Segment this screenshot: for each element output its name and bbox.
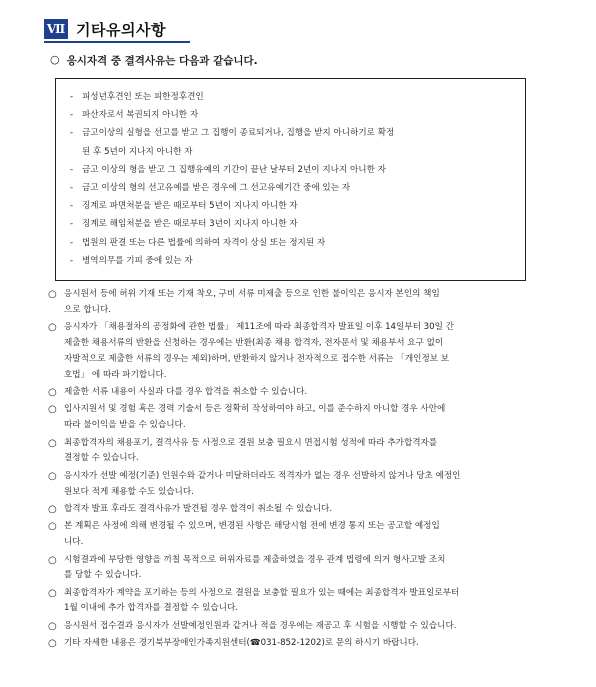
section-header (44, 18, 166, 40)
note-text-line: 1월 이내에 추가 합격자를 결정할 수 있습니다. (64, 603, 239, 614)
note-item (48, 619, 538, 635)
circle-bullet-icon: ○ (48, 638, 57, 650)
note-text (64, 502, 538, 518)
note-item (48, 553, 538, 585)
section-header-underline (44, 41, 190, 43)
note-text-line: 따라 불이익을 받을 수 있습니다. (64, 420, 186, 431)
circle-bullet-icon: ○ (48, 620, 57, 632)
note-text-line: 원보다 적게 채용할 수도 있습니다. (64, 486, 194, 497)
dash-marker: - (70, 182, 74, 193)
note-text-line: 기타 자세한 내용은 경기북부장애인가족지원센터(☎031-852-1202)로 문의 하시기 바랍니다. (64, 638, 419, 649)
dash-marker: - (70, 237, 74, 248)
dash-marker: - (70, 255, 74, 266)
disqualification-item-text: 피성년후견인 또는 피한정후견인 (82, 92, 204, 102)
note-item (48, 469, 538, 501)
note-text-line: 호법」 에 따라 파기합니다. (64, 369, 167, 380)
note-item (48, 586, 538, 618)
note-item (48, 287, 538, 319)
disqualification-lead-text: 응시자격 중 결격사유는 다음과 같습니다. (66, 55, 258, 67)
note-item (48, 402, 538, 434)
note-text-line: 자발적으로 제출한 서류의 경우는 제외)하며, 반환하지 않거나 전자적으로 접수한 서류는 「개인정보 보 (64, 353, 450, 364)
disqualification-item (70, 161, 525, 179)
circle-bullet-icon: ○ (48, 521, 57, 533)
circle-bullet-icon: ○ (48, 289, 57, 300)
disqualification-item-text: 징계로 파면처분을 받은 때로부터 5년이 지나지 아니한 자 (82, 201, 298, 212)
circle-bullet-icon: ○ (48, 322, 57, 334)
note-text (64, 320, 538, 383)
note-text-line: 를 당할 수 있습니다. (64, 570, 142, 581)
note-item (48, 502, 538, 518)
disqualification-item-text: 금고 이상의 형의 선고유예를 받은 경우에 그 선고유예기간 중에 있는 자 (82, 182, 351, 193)
disqualification-item-text: 금고 이상의 형을 받고 그 집행유예의 기간이 끝난 날부터 2년이 지나지 아니한 자 (82, 164, 386, 175)
circle-bullet-icon: ○ (48, 503, 57, 515)
disqualification-item-text: 된 후 5년이 지나지 아니한 자 (82, 146, 193, 157)
dash-marker: - (70, 164, 74, 175)
section-title: 기타유의사항 (76, 20, 166, 39)
note-text-line: 본 계획은 사정에 의해 변경될 수 있으며, 변경된 사항은 해당시험 전에 변경 통지 또는 공고할 예정입 (64, 521, 440, 532)
dash-marker: - (70, 92, 74, 102)
disqualification-item (70, 106, 525, 124)
note-text (64, 586, 538, 618)
disqualification-item-text: 법원의 판결 또는 다른 법률에 의하여 자격이 상실 또는 정지된 자 (82, 237, 326, 248)
note-text (64, 619, 538, 635)
dash-marker: - (70, 201, 74, 212)
note-text-line: 응시자가 선발 예정(기준) 인원수와 같거나 미달하더라도 적격자가 없는 경우 선발하지 않거나 당초 예정인 (64, 470, 461, 481)
note-text (64, 287, 538, 319)
disqualification-item (70, 179, 525, 197)
disqualification-item (70, 234, 525, 252)
section-number-badge: Ⅶ (44, 19, 68, 39)
disqualification-item-text: 금고이상의 실형을 선고를 받고 그 집행이 종료되거나, 집행을 받지 아니하기로 확정 (82, 128, 395, 139)
dash-marker: - (70, 219, 74, 230)
note-text-line: 제출한 채용서류의 반환을 신청하는 경우에는 반환(최종 채용 합격자, 전자문서 및 채용부서 요구 없이 (64, 337, 444, 348)
note-item (48, 436, 538, 468)
note-text-line: 최종합격자의 채용포기, 결격사유 등 사정으로 결원 보충 필요시 면접시험 성적에 따라 추가합격자를 (64, 437, 438, 448)
circle-bullet-icon: ○ (50, 53, 60, 66)
circle-bullet-icon: ○ (48, 554, 57, 566)
note-item (48, 519, 538, 551)
notes-list (48, 287, 538, 654)
note-text-line: 합격자 발표 후라도 결격사유가 발견될 경우 합격이 취소될 수 있습니다. (64, 503, 333, 514)
note-text-line: 제출한 서류 내용이 사실과 다를 경우 합격을 취소할 수 있습니다. (64, 386, 308, 397)
note-text-line: 시험결과에 부당한 영향을 끼칠 목적으로 허위자료를 제출하였을 경우 관계 법령에 의거 형사고발 조치 (64, 554, 446, 565)
note-item (48, 320, 538, 383)
disqualification-lead (50, 53, 258, 68)
note-text (64, 519, 538, 551)
note-text-line: 응시원서 등에 허위 기재 또는 기재 착오, 구비 서류 미제출 등으로 인한 불이익은 응시자 본인의 책임 (64, 289, 440, 299)
dash-marker: - (70, 128, 74, 139)
disqualification-item (70, 143, 525, 161)
note-text (64, 469, 538, 501)
note-text (64, 636, 538, 652)
note-text-line: 응시자가 「채용절차의 공정화에 관한 법률」 제11조에 따라 최종합격자 발표일 이후 14일부터 30일 간 (64, 322, 454, 333)
disqualification-box (55, 78, 526, 281)
note-text-line: 으로 합니다. (64, 304, 111, 315)
note-text-line: 최종합격자가 계약을 포기하는 등의 사정으로 결원을 보충할 필요가 있는 때에는 최종합격자 발표일로부터 (64, 587, 460, 598)
circle-bullet-icon: ○ (48, 437, 57, 449)
note-text (64, 402, 538, 434)
disqualification-item (70, 252, 525, 270)
disqualification-item-text: 병역의무를 기피 중에 있는 자 (82, 255, 193, 266)
circle-bullet-icon: ○ (48, 404, 57, 416)
disqualification-item-text: 파산자로서 복권되지 아니한 자 (82, 110, 199, 121)
note-item (48, 385, 538, 401)
disqualification-item (70, 197, 525, 215)
note-text (64, 385, 538, 401)
disqualification-item (70, 88, 525, 106)
dash-marker: - (70, 110, 74, 121)
disqualification-item (70, 215, 525, 233)
note-text-line: 결정할 수 있습니다. (64, 453, 139, 464)
note-text-line: 입사지원서 및 경험 혹은 경력 기술서 등은 정확히 작성하여야 하고, 이를 준수하지 아니할 경우 사안에 (64, 404, 446, 415)
disqualification-item-text: 징계로 해임처분을 받은 때로부터 3년이 지나지 아니한 자 (82, 219, 298, 230)
note-text-line: 니다. (64, 537, 84, 548)
note-item (48, 636, 538, 652)
note-text-line: 응시원서 접수결과 응시자가 선발예정인원과 같거나 적을 경우에는 재공고 후 시험을 시행할 수 있습니다. (64, 620, 457, 631)
circle-bullet-icon: ○ (48, 386, 57, 398)
disqualification-item (70, 124, 525, 142)
circle-bullet-icon: ○ (48, 470, 57, 482)
note-text (64, 553, 538, 585)
circle-bullet-icon: ○ (48, 587, 57, 599)
note-text (64, 436, 538, 468)
